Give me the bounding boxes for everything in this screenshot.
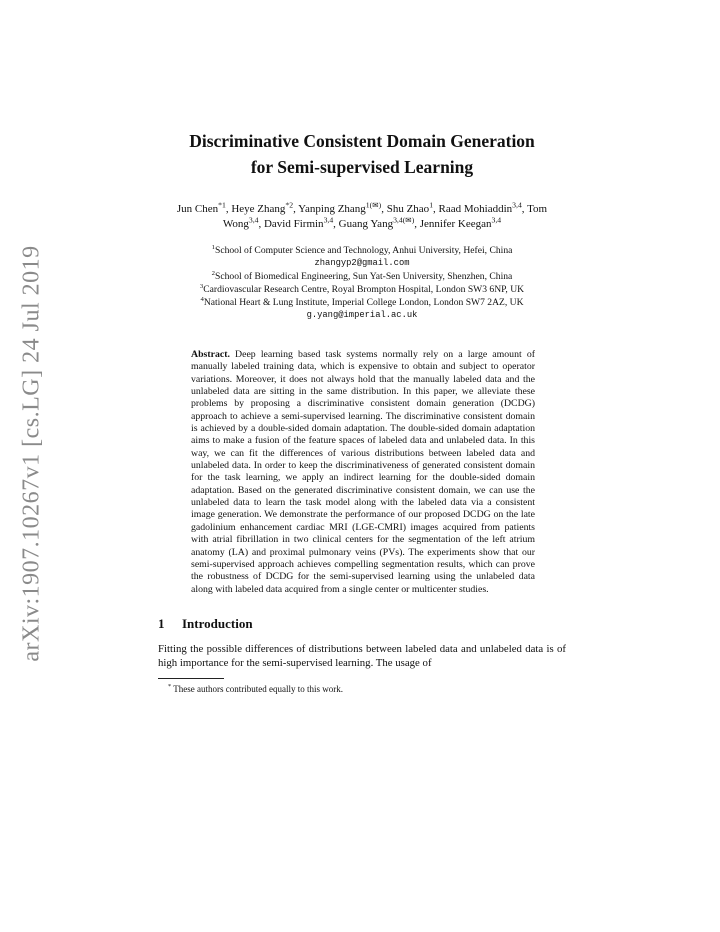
author-separator: , — [381, 203, 387, 215]
section-heading — [158, 616, 566, 632]
affiliation-email: g.yang@imperial.ac.uk — [306, 310, 418, 320]
abstract-label: Abstract. — [191, 349, 230, 360]
author-entry — [338, 215, 420, 230]
author-affiliation-mark: *1 — [218, 200, 226, 210]
affiliation-email: zhangyp2@gmail.com — [314, 258, 410, 268]
author-entry — [419, 215, 502, 230]
affiliation-mark: 4 — [200, 295, 204, 303]
footnote-mark: * — [168, 682, 172, 690]
affiliation-text: School of Computer Science and Technology, Anhui University, Hefei, China — [214, 245, 513, 256]
arxiv-identifier: arXiv:1907.10267v1 [cs.LG] 24 Jul 2019 — [18, 244, 45, 662]
author-entry — [438, 200, 528, 215]
affiliation-text: National Heart & Lung Institute, Imperial College London, London SW7 2AZ, UK — [203, 297, 524, 308]
affiliation-line — [158, 244, 566, 257]
author-name: Heye Zhang — [231, 203, 286, 215]
author-affiliation-mark: 3,4 — [323, 215, 334, 225]
author-list — [158, 202, 566, 232]
author-name: Yanping Zhang — [298, 203, 366, 215]
paper-page — [158, 128, 566, 695]
author-affiliation-mark: 3,4 — [491, 215, 502, 225]
affiliation-mark: 3 — [199, 282, 204, 290]
abstract-body: Deep learning based task systems normally rely on a large amount of manually labeled training data, which is expensive to obtain and subject to operator variations. Moreover, it does not always hold that the manually labeled data and the unlabeled data are sitting in the same distribution. In this paper, we alleviate these problems by proposing a discriminative consistent domain generation (DCDG) approach to achieve a semi-supervised learning. The discriminative consistent domain is achieved by a double-sided domain adaptation. The double-sided domain adaptation aims to make a fusion of the feature spaces of labeled data and unlabeled data. In this way, we can fit the differences of various distributions between labeled data and unlabeled data. In order to keep the discriminativeness of generated consistent domain for the task learning, we apply an indirect learning for the double-sided domain adaptation. Based on the generated discriminative consistent domain, we can use the unlabeled data to learn the task model along with the labeled data via a consistent image generation. We demonstrate the performance of our proposed DCDG on the late gadolinium enhancement cardiac MRI (LGE-CMRI) images acquired from patients with atrial fibrillation in two clinical centers for the segmentation of the left atrium anatomy (LA) and proximal pulmonary veins (PVs). The experiments show that our semi-supervised approach achieves compelling segmentation results, which can prove the robustness of DCDG for the semi-supervised learning using the unlabeled data along with labeled data acquired from a single center or multicenter studies. — [191, 349, 535, 595]
affiliation-line — [158, 283, 566, 296]
author-affiliation-mark: 3,4(✉) — [393, 215, 415, 225]
title-line-1: Discriminative Consistent Domain Generation — [189, 131, 535, 151]
footnote — [158, 683, 566, 695]
paper-title — [158, 128, 566, 180]
affiliation-line — [158, 270, 566, 283]
author-separator: , — [414, 218, 420, 230]
author-entry — [386, 200, 439, 215]
footnote-rule — [158, 678, 224, 679]
title-line-2: for Semi-supervised Learning — [250, 157, 474, 177]
author-affiliation-mark: 1(✉) — [365, 200, 382, 210]
author-entry — [298, 200, 387, 215]
author-name: David Firmin — [263, 218, 324, 230]
author-affiliation-mark: 3,4 — [512, 200, 522, 210]
author-name: Jennifer Keegan — [419, 218, 492, 230]
affiliation-line — [158, 296, 566, 309]
author-name: Jun Chen — [176, 203, 219, 215]
author-separator: , — [293, 203, 299, 215]
author-separator: , — [258, 218, 264, 230]
affiliation-list — [158, 244, 566, 322]
author-separator: , — [433, 203, 439, 215]
affiliation-text: School of Biomedical Engineering, Sun Yat-Sen University, Shenzhen, China — [215, 271, 513, 282]
author-name: Guang Yang — [338, 218, 394, 230]
affiliation-text: Cardiovascular Research Centre, Royal Brompton Hospital, London SW3 6NP, UK — [203, 284, 525, 295]
affiliation-mark: 1 — [211, 243, 215, 251]
section-title: Introduction — [182, 615, 253, 631]
author-separator: , — [521, 203, 528, 215]
author-name: Shu Zhao — [386, 203, 430, 215]
arxiv-identifier-stamp — [6, 246, 58, 660]
author-entry — [263, 215, 339, 230]
affiliation-mark: 2 — [211, 269, 216, 277]
section-number: 1 — [158, 615, 165, 631]
author-affiliation-mark: 3,4 — [248, 215, 259, 225]
author-name: Tom Wong — [222, 203, 548, 230]
author-entry — [231, 200, 299, 215]
author-name: Raad Mohiaddin — [438, 203, 513, 215]
author-separator: , — [333, 218, 339, 230]
author-affiliation-mark: *2 — [285, 200, 294, 210]
abstract — [191, 349, 535, 596]
intro-paragraph: Fitting the possible differences of distributions between labeled data and unlabeled data is of high importance for the semi-supervised learning. The usage of — [158, 642, 566, 669]
author-separator: , — [225, 203, 232, 215]
author-affiliation-mark: 1 — [429, 200, 434, 210]
author-entry — [176, 200, 232, 215]
footnote-text: These authors contributed equally to this work. — [173, 683, 343, 694]
